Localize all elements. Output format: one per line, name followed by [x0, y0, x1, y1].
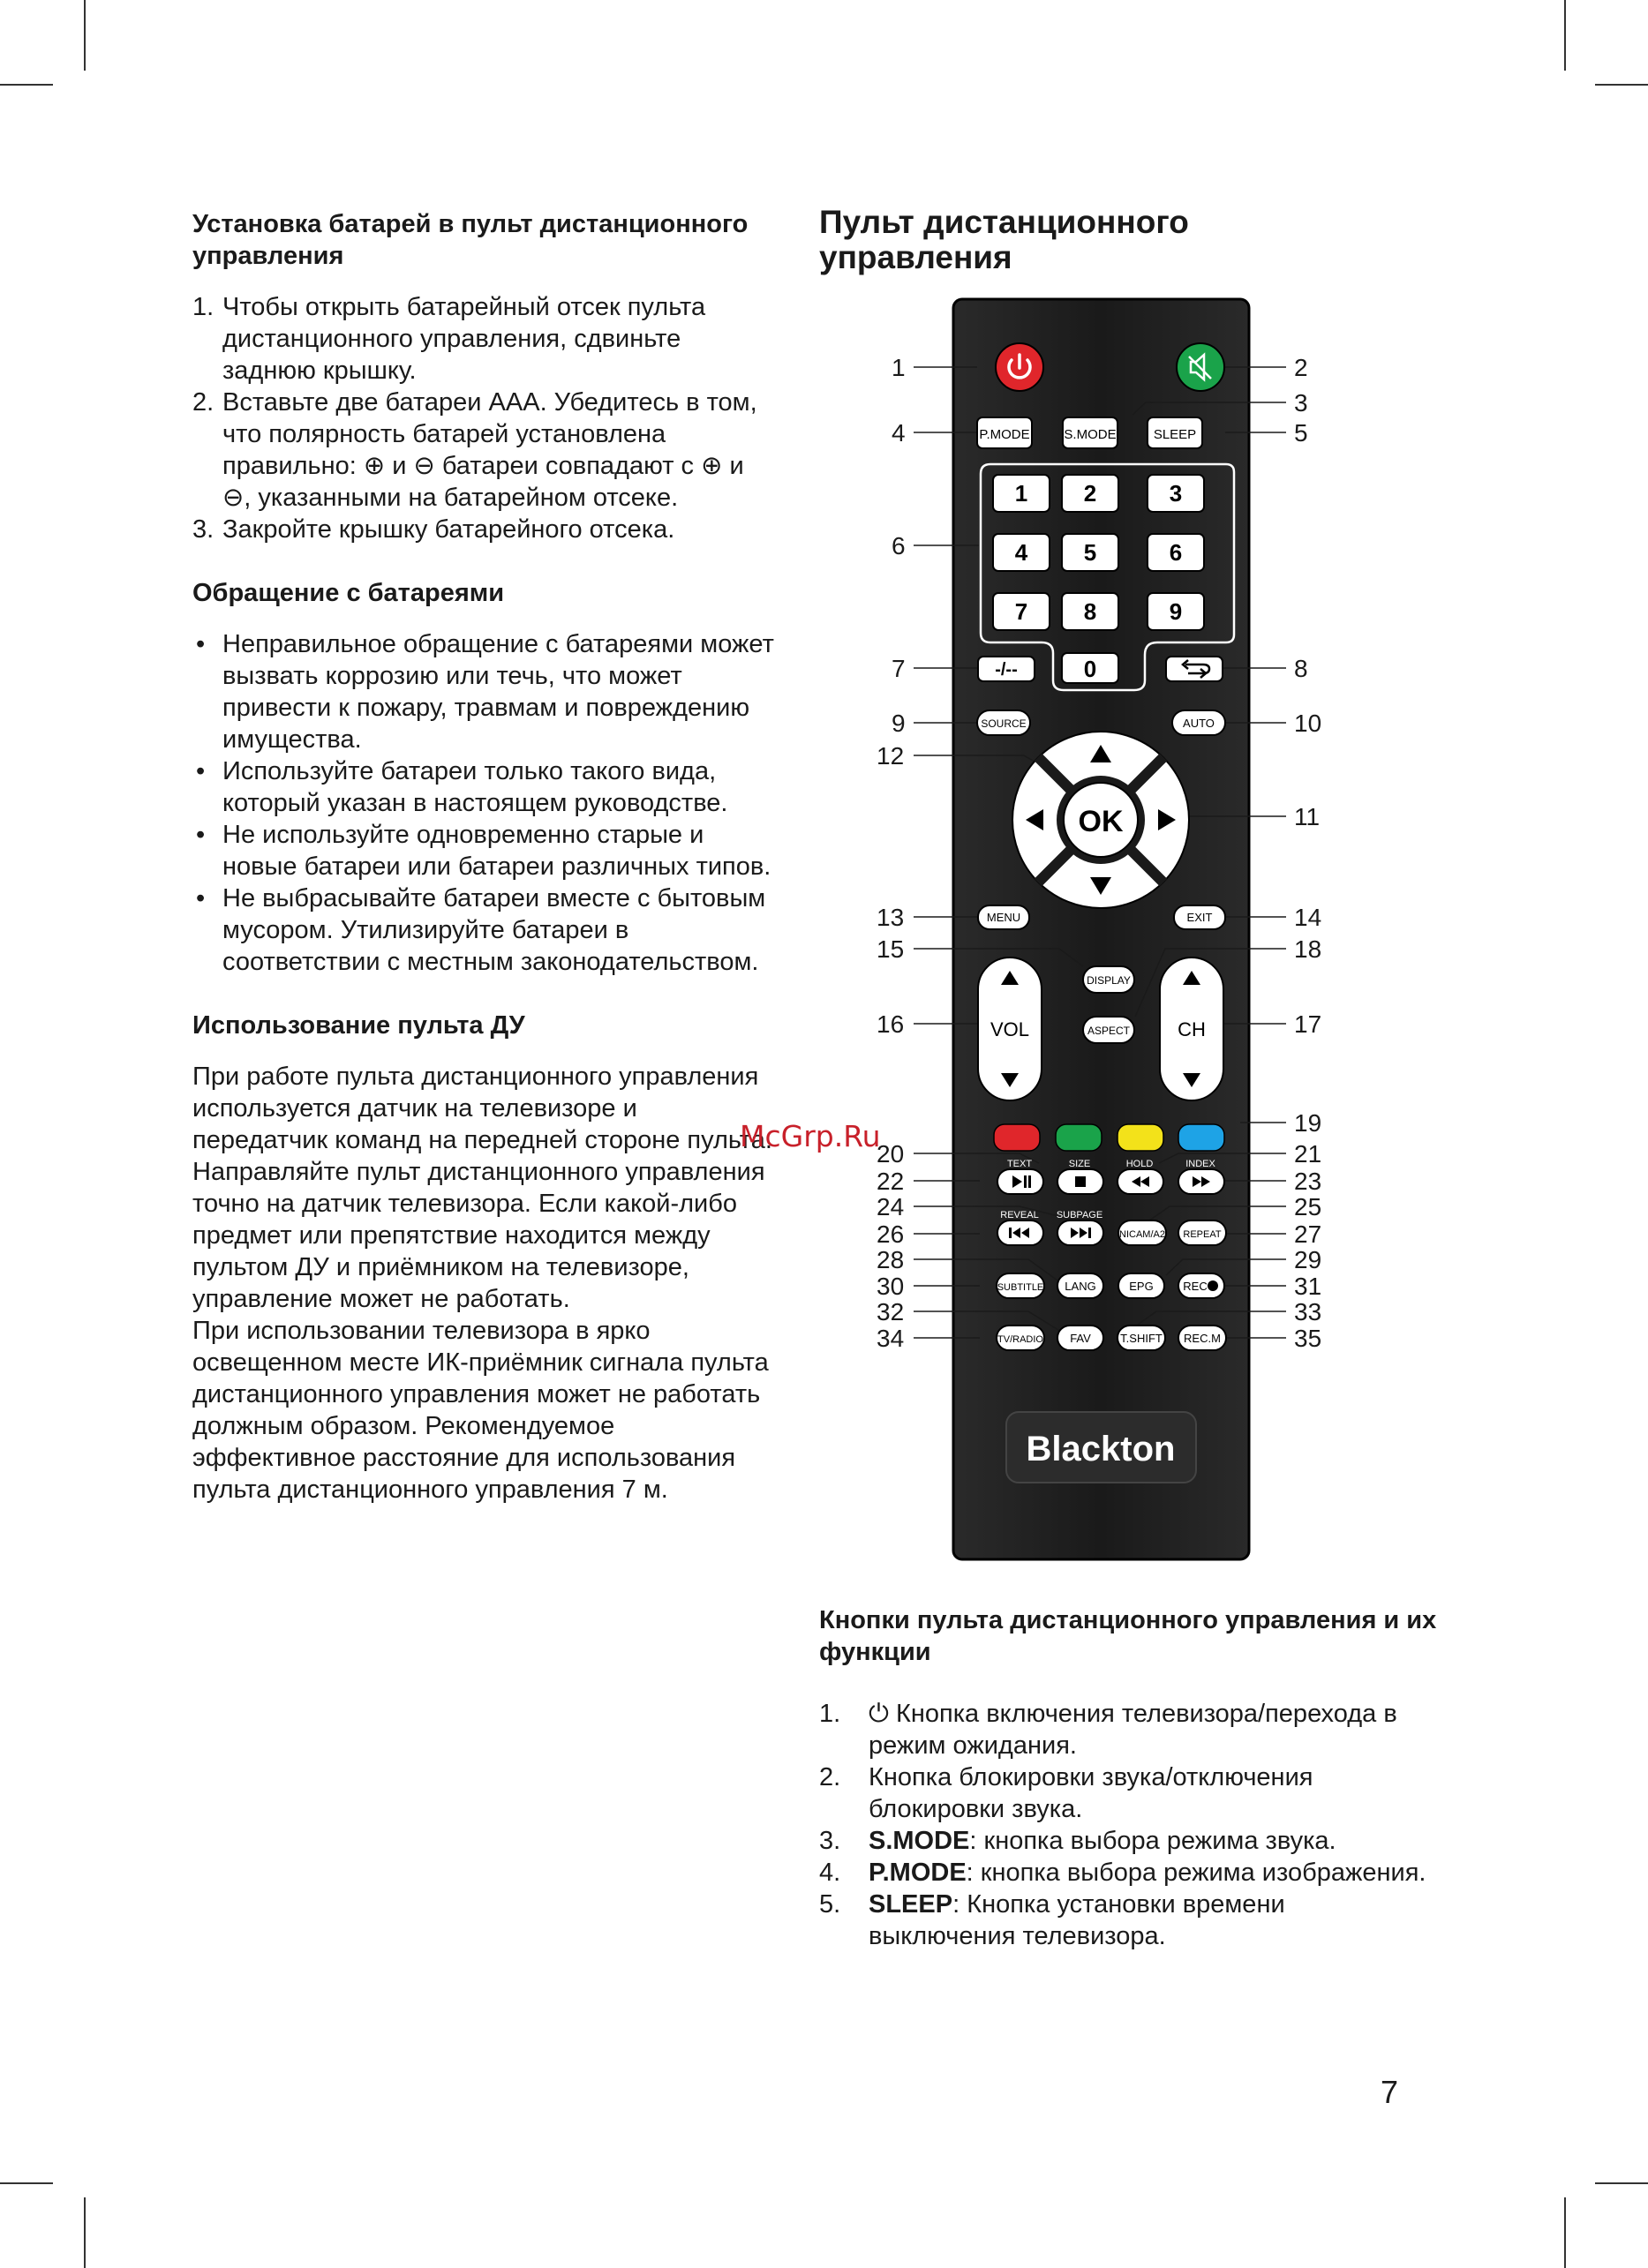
callout-5: 5 — [1294, 419, 1308, 447]
svg-text:MENU: MENU — [986, 911, 1021, 924]
svg-text:AUTO: AUTO — [1183, 717, 1215, 730]
remote-diagram — [865, 291, 1368, 1571]
hold-label: HOLD — [1125, 1159, 1154, 1169]
functions-section — [819, 1604, 1437, 1952]
list-item: 1. ⏻ Кнопка включения телевизора/перехода в режим ожидания. — [819, 1700, 1397, 1760]
remote-usage-paragraph: При работе пульта дистанционного управления используется датчик на телевизоре и передатчик команд на передней стороне пульта. Направляйте пульт дистанционного управления точно на датчик телевизора. Если какой-либо предмет или препятствие находится между пультом ДУ и приёмником на телевизоре, управление может не работать. — [192, 1063, 772, 1313]
list-item: 5. SLEEP: Кнопка установки времени выключения телевизора. — [819, 1890, 1285, 1950]
list-item: • Используйте батареи только такого вида, который указан в настоящем руководстве. — [192, 755, 775, 819]
subpage-label: SUBPAGE — [1056, 1210, 1103, 1220]
svg-text:6: 6 — [1169, 539, 1183, 566]
svg-text:SLEEP: SLEEP — [1153, 427, 1197, 442]
callout-33: 33 — [1294, 1298, 1322, 1326]
callout-1: 1 — [892, 354, 906, 381]
svg-text:SUBTITLE: SUBTITLE — [997, 1282, 1044, 1293]
svg-text:P.MODE: P.MODE — [979, 427, 1030, 442]
list-item: 1. Чтобы открыть батарейный отсек пульта дистанционного управления, сдвиньте заднюю крышку. — [192, 293, 706, 385]
callout-13: 13 — [877, 904, 905, 931]
svg-text:EPG: EPG — [1129, 1280, 1154, 1293]
menu-button[interactable] — [978, 905, 1029, 929]
callout-26: 26 — [877, 1220, 905, 1248]
callout-10: 10 — [1294, 710, 1322, 737]
pmode-button[interactable] — [977, 417, 1032, 448]
svg-text:0: 0 — [1083, 656, 1097, 682]
exit-button[interactable] — [1174, 905, 1225, 929]
callout-29: 29 — [1294, 1246, 1322, 1273]
svg-text:LANG: LANG — [1065, 1280, 1096, 1293]
svg-text:9: 9 — [1169, 598, 1183, 625]
callout-20: 20 — [877, 1140, 905, 1168]
callout-15: 15 — [877, 935, 905, 963]
sleep-button[interactable] — [1148, 417, 1202, 448]
page-number: 7 — [1381, 2074, 1399, 2110]
crop-mark — [0, 84, 53, 86]
channel-rocker[interactable] — [1160, 958, 1223, 1100]
digit-9-button[interactable] — [1148, 593, 1204, 630]
list-item: 4. P.MODE: кнопка выбора режима изображения. — [819, 1859, 1426, 1887]
display-button[interactable] — [1083, 966, 1134, 993]
digit-8-button[interactable] — [1062, 593, 1118, 630]
callout-24: 24 — [877, 1193, 905, 1220]
reveal-label: REVEAL — [1000, 1210, 1039, 1220]
yellow-button[interactable] — [1117, 1124, 1163, 1151]
index-label: INDEX — [1185, 1159, 1215, 1169]
svg-text:-/--: -/-- — [995, 660, 1018, 680]
brand-logo: Blackton — [1026, 1430, 1176, 1468]
red-button[interactable] — [994, 1124, 1040, 1151]
smode-button[interactable] — [1063, 417, 1117, 448]
crop-mark — [0, 2182, 53, 2184]
digit-2-button[interactable] — [1062, 475, 1118, 512]
digit-1-button[interactable] — [993, 475, 1050, 512]
callout-22: 22 — [877, 1168, 905, 1195]
callout-35: 35 — [1294, 1325, 1322, 1352]
stop-icon — [1075, 1176, 1086, 1187]
digit-7-button[interactable] — [993, 593, 1050, 630]
callout-27: 27 — [1294, 1220, 1322, 1248]
svg-text:1: 1 — [1014, 480, 1028, 507]
crop-mark — [84, 0, 86, 71]
callout-16: 16 — [877, 1010, 905, 1038]
remote-usage-paragraph: При использовании телевизора в ярко освещенном месте ИК-приёмник сигнала пульта дистанционного управления может не работать должным образом. Рекомендуемое эффективное расстояние для использования пульта дистанционного управления 7 м. — [192, 1317, 769, 1504]
svg-text:3: 3 — [1169, 480, 1183, 507]
svg-text:S.MODE: S.MODE — [1064, 427, 1117, 442]
svg-text:CH: CH — [1178, 1018, 1206, 1040]
digit-4-button[interactable] — [993, 534, 1050, 571]
green-button[interactable] — [1056, 1124, 1102, 1151]
digit-5-button[interactable] — [1062, 534, 1118, 571]
callout-34: 34 — [877, 1325, 905, 1352]
callout-12: 12 — [877, 742, 905, 770]
list-item: 3. S.MODE: кнопка выбора режима звука. — [819, 1827, 1336, 1855]
callout-17: 17 — [1294, 1010, 1322, 1038]
list-item: • Не выбрасывайте батареи вместе с бытовым мусором. Утилизируйте батареи в соответствии с местным законодательством. — [192, 882, 775, 978]
left-column — [192, 208, 775, 1506]
crop-mark — [1564, 0, 1566, 71]
svg-text:4: 4 — [1014, 539, 1028, 566]
callout-6: 6 — [892, 532, 906, 559]
battery-handling-heading: Обращение с батареями — [192, 579, 505, 607]
svg-text:EXIT: EXIT — [1186, 911, 1213, 924]
functions-heading: Кнопки пульта дистанционного управления и их функции — [819, 1606, 1437, 1666]
callout-3: 3 — [1294, 389, 1308, 417]
record-icon — [1208, 1280, 1218, 1291]
tv-radio-button[interactable] — [997, 1326, 1044, 1350]
svg-text:FAV: FAV — [1070, 1332, 1091, 1345]
svg-text:OK: OK — [1078, 805, 1124, 838]
aspect-button[interactable] — [1083, 1017, 1134, 1043]
ok-button[interactable] — [1064, 783, 1138, 857]
callout-2: 2 — [1294, 354, 1308, 381]
auto-button[interactable] — [1172, 710, 1225, 735]
callout-32: 32 — [877, 1298, 905, 1326]
source-button[interactable] — [977, 710, 1030, 735]
svg-text:ASPECT: ASPECT — [1087, 1025, 1131, 1037]
battery-install-steps — [192, 291, 775, 545]
callout-28: 28 — [877, 1246, 905, 1273]
callout-31: 31 — [1294, 1273, 1322, 1300]
recm-button[interactable] — [1178, 1326, 1226, 1350]
svg-text:REC.M: REC.M — [1184, 1332, 1221, 1345]
svg-text:5: 5 — [1083, 539, 1097, 566]
digit-6-button[interactable] — [1148, 534, 1204, 571]
callout-4: 4 — [892, 419, 906, 447]
callout-7: 7 — [892, 655, 906, 682]
epg-button[interactable] — [1118, 1273, 1164, 1298]
text-label: TEXT — [1006, 1159, 1033, 1169]
callout-21: 21 — [1294, 1140, 1322, 1168]
crop-mark — [1564, 2197, 1566, 2268]
crop-mark — [1595, 84, 1648, 86]
callout-30: 30 — [877, 1273, 905, 1300]
callout-19: 19 — [1294, 1109, 1322, 1137]
svg-text:REPEAT: REPEAT — [1183, 1229, 1222, 1240]
digit-3-button[interactable] — [1148, 475, 1204, 512]
callout-14: 14 — [1294, 904, 1322, 931]
battery-install-heading: Установка батарей в пульт дистанционного управления — [192, 210, 749, 270]
lang-button[interactable] — [1057, 1273, 1103, 1298]
svg-text:8: 8 — [1083, 598, 1097, 625]
callout-8: 8 — [1294, 655, 1308, 682]
tshift-button[interactable] — [1117, 1326, 1165, 1350]
volume-rocker[interactable] — [978, 958, 1042, 1100]
crop-mark — [1595, 2182, 1648, 2184]
svg-text:REC: REC — [1183, 1280, 1208, 1293]
battery-handling-list — [192, 628, 775, 978]
recall-button[interactable] — [1166, 657, 1223, 681]
digit-0-button[interactable] — [1062, 653, 1118, 683]
svg-text:TV/RADIO: TV/RADIO — [997, 1334, 1043, 1345]
callout-23: 23 — [1294, 1168, 1322, 1195]
functions-list — [819, 1698, 1437, 1952]
callout-18: 18 — [1294, 935, 1322, 963]
list-item: 2. Кнопка блокировки звука/отключения блокировки звука. — [819, 1763, 1313, 1823]
remote-usage-heading: Использование пульта ДУ — [192, 1011, 525, 1040]
dash-button[interactable] — [978, 657, 1035, 681]
svg-text:T.SHIFT: T.SHIFT — [1120, 1332, 1163, 1345]
crop-mark — [84, 2197, 86, 2268]
fav-button[interactable] — [1057, 1326, 1103, 1350]
svg-text:7: 7 — [1014, 598, 1028, 625]
list-item: 3. Закройте крышку батарейного отсека. — [192, 515, 675, 544]
list-item: 2. Вставьте две батареи ААА. Убедитесь в том, что полярность батарей установлена правильно: ⊕ и ⊖ батареи совпадают с ⊕ и ⊖, указанными на батарейном отсеке. — [192, 388, 757, 512]
watermark: McGrp.Ru — [740, 1119, 881, 1153]
svg-text:VOL: VOL — [990, 1018, 1030, 1040]
callout-11: 11 — [1294, 803, 1321, 830]
svg-text:SOURCE: SOURCE — [981, 717, 1027, 730]
subtitle-button[interactable] — [997, 1273, 1044, 1298]
repeat-button[interactable] — [1178, 1220, 1226, 1245]
remote-svg — [865, 291, 1368, 1571]
remote-title: Пульт дистанционного управления — [819, 204, 1189, 275]
callout-9: 9 — [892, 710, 906, 737]
svg-text:2: 2 — [1083, 480, 1097, 507]
list-item: • Неправильное обращение с батареями может вызвать коррозию или течь, что может привести к пожару, травмам и повреждению имущества. — [192, 628, 775, 755]
svg-text:NICAM/A2: NICAM/A2 — [1119, 1229, 1165, 1240]
nicam-button[interactable] — [1118, 1220, 1166, 1245]
callout-25: 25 — [1294, 1193, 1322, 1220]
svg-text:DISPLAY: DISPLAY — [1087, 974, 1131, 987]
list-item: • Не используйте одновременно старые и новые батареи или батареи различных типов. — [192, 819, 775, 882]
size-label: SIZE — [1068, 1159, 1091, 1169]
blue-button[interactable] — [1178, 1124, 1224, 1151]
